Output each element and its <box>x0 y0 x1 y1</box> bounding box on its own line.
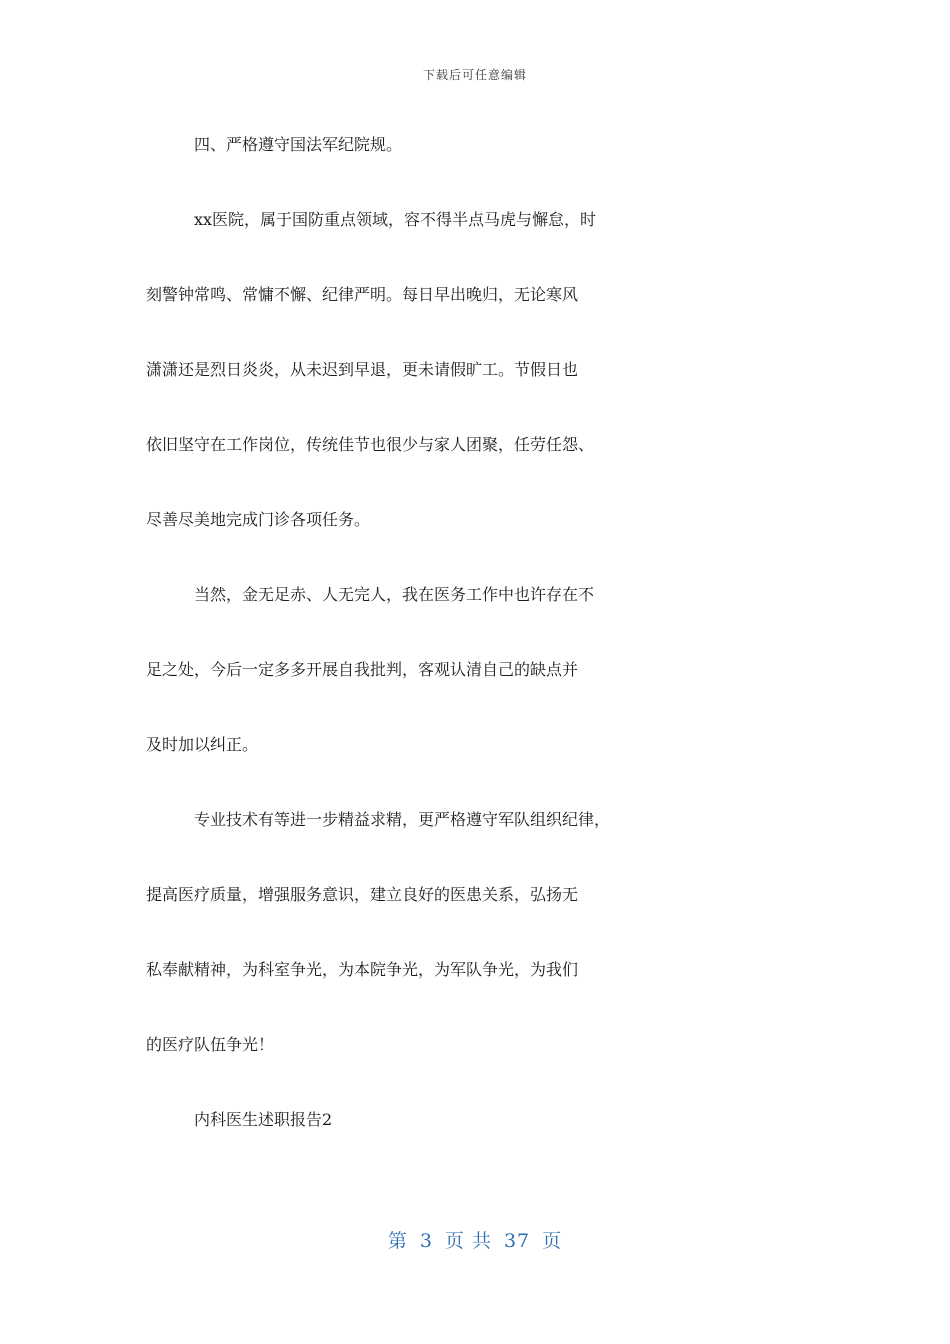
footer-middle: 页 共 <box>444 1230 492 1252</box>
page-number-footer <box>0 1226 950 1253</box>
text-line: 及时加以纠正。 <box>146 735 259 754</box>
text-line: 专业技术有等进一步精益求精，更严格遵守军队组织纪律， <box>194 810 611 829</box>
text-line: 当然，金无足赤、人无完人，我在医务工作中也许存在不 <box>194 585 595 604</box>
text-line: 尽善尽美地完成门诊各项任务。 <box>146 510 371 529</box>
document-body <box>146 126 818 1176</box>
text-line: xx医院，属于国防重点领域，容不得半点马虎与懈怠，时 <box>194 210 597 229</box>
download-edit-note: 下载后可任意编辑 <box>422 68 527 82</box>
footer-suffix: 页 <box>542 1230 563 1252</box>
text-line: 潇潇还是烈日炎炎，从未迟到早退，更未请假旷工。节假日也 <box>146 360 579 379</box>
text-line: 的医疗队伍争光！ <box>146 1035 275 1054</box>
text-line: 提高医疗质量，增强服务意识，建立良好的医患关系，弘扬无 <box>146 885 579 904</box>
text-line: 私奉献精神，为科室争光，为本院争光，为军队争光，为我们 <box>146 960 579 979</box>
total-pages-number: 37 <box>503 1230 531 1252</box>
section-heading: 内科医生述职报告2 <box>194 1110 333 1129</box>
text-line: 刻警钟常鸣、常慵不懈、纪律严明。每日早出晚归，无论寒风 <box>146 285 579 304</box>
text-line: 足之处，今后一定多多开展自我批判，客观认清自己的缺点并 <box>146 660 579 679</box>
text-line: 依旧坚守在工作岗位，传统佳节也很少与家人团聚，任劳任怨、 <box>146 435 595 454</box>
text-line: 四、严格遵守国法军纪院规。 <box>194 135 403 154</box>
current-page-number: 3 <box>419 1230 433 1252</box>
footer-prefix: 第 <box>387 1230 408 1252</box>
